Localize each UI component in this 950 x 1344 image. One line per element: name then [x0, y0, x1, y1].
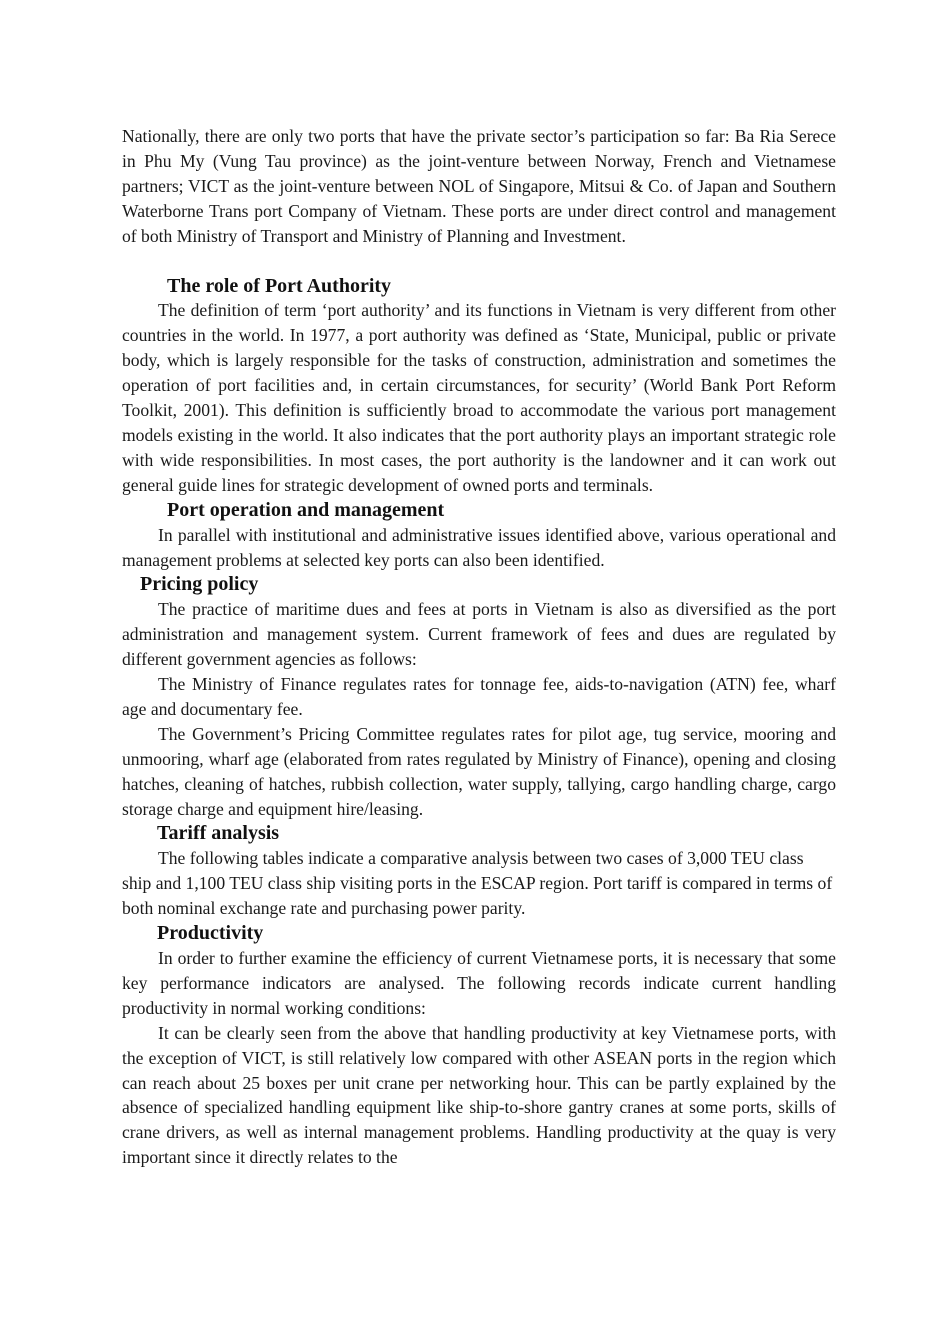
heading-pricing-policy: Pricing policy: [140, 573, 259, 596]
paragraph: It can be clearly seen from the above that handling productivity at key Vietnamese ports, with the exception of VICT, is still relatively low compared with other ASEAN ports in the region which can reach about 25 boxes per unit crane per networking hour. This can be partly explained by the absence of specialized handling equipment like ship-to-shore gantry cranes at some ports, skills of crane drivers, as well as internal management problems. Handling productivity at the quay is very important since it directly relates to the: [122, 1022, 836, 1168]
paragraph: The definition of term ‘port authority’ and its functions in Vietnam is very different from other countries in the world. In 1977, a port authority was defined as ‘State, Municipal, public or private body, which is largely responsible for the tasks of construction, administration and sometimes the operation of port facilities and, in certain circumstances, for security’ (World Bank Port Reform Toolkit, 2001). This definition is sufficiently broad to accommodate the various port management models existing in the world. It also indicates that the port authority plays an important strategic role with wide responsibilities. In most cases, the port authority is the landowner and it can work out general guide lines for strategic development of owned ports and terminals.: [122, 300, 836, 495]
heading-productivity: Productivity: [157, 922, 264, 945]
spacer: [122, 249, 836, 274]
paragraph: In order to further examine the efficiency of current Vietnamese ports, it is necessary that some key performance indicators are analysed. The following records indicate current handling productivity in normal working conditions:: [122, 948, 836, 1018]
heading-port-operation: Port operation and management: [167, 498, 445, 521]
document-page: [122, 124, 836, 1170]
paragraph: In parallel with institutional and administrative issues identified above, various operational and management problems at selected key ports can also been identified.: [122, 524, 836, 570]
paragraph: The practice of maritime dues and fees at ports in Vietnam is also as diversified as the port administration and management system. Current framework of fees and dues are regulated by different government agencies as follows:: [122, 599, 836, 670]
heading-role-of-port-authority: The role of Port Authority: [167, 274, 392, 297]
paragraph: The following tables indicate a comparative analysis between two cases of 3,000 TEU class ship and 1,100 TEU class ship visiting ports in the ESCAP region. Port tariff is compared in terms of both nominal exchange rate and purchasing power parity.: [122, 848, 833, 919]
intro-paragraph: Nationally, there are only two ports that have the private sector’s participation so far: Ba Ria Serece in Phu My (Vung Tau province) as the joint-venture between Norway, French and Vietnamese partners; VICT as the joint-venture between NOL of Singapore, Mitsui & Co. of Japan and Southern Waterborne Trans port Company of Vietnam. These ports are under direct control and management of both Ministry of Transport and Ministry of Planning and Investment.: [122, 126, 836, 246]
paragraph: The Ministry of Finance regulates rates for tonnage fee, aids-to-navigation (ATN) fee, wharf age and documentary fee.: [122, 674, 836, 719]
paragraph: The Government’s Pricing Committee regulates rates for pilot age, tug service, mooring and unmooring, wharf age (elaborated from rates regulated by Ministry of Finance), opening and closing hatches, cleaning of hatches, rubbish collection, water supply, tallying, cargo handling charge, cargo storage charge and equipment hire/leasing.: [122, 723, 836, 819]
heading-tariff-analysis: Tariff analysis: [157, 822, 280, 845]
